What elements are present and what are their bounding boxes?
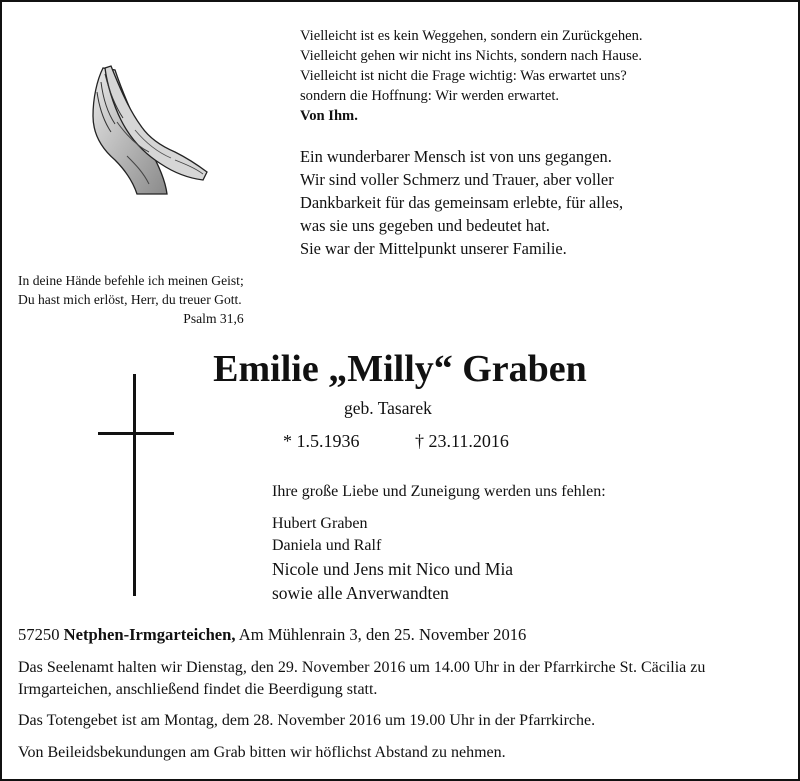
birth-date: * 1.5.1936 <box>283 431 360 451</box>
poem-intro <box>300 26 643 126</box>
tribute-line: Wir sind voller Schmerz und Trauer, aber voller <box>300 170 614 189</box>
psalm-line: In deine Hände befehle ich meinen Geist; <box>18 273 244 288</box>
praying-hands-icon <box>75 60 215 200</box>
death-date: † 23.11.2016 <box>415 431 509 451</box>
poem-line: Vielleicht gehen wir nicht ins Nichts, sondern nach Hause. <box>300 48 642 64</box>
maiden-name: geb. Tasarek <box>344 398 432 418</box>
tribute-line: Dankbarkeit für das gemeinsam erlebte, für alles, <box>300 193 624 212</box>
psalm-quote <box>18 271 244 328</box>
cross-icon <box>98 374 174 596</box>
mourner-name: Hubert Graben <box>272 515 368 532</box>
mourner-name: sowie alle Anverwandten <box>272 583 449 603</box>
mourner-name: Daniela und Ralf <box>272 537 382 554</box>
mourner-name: Nicole und Jens mit Nico und Mia <box>272 559 514 579</box>
psalm-line: Du hast mich erlöst, Herr, du treuer Gott. <box>18 292 242 307</box>
mourners-list <box>272 513 513 605</box>
requiem-notice: Das Seelenamt halten wir Dienstag, den 29. November 2016 um 14.00 Uhr in der Pfarrkirche St. Cäcilia zu Irmgarteichen, anschließend findet die Beerdigung statt. <box>18 659 706 698</box>
place-date-line <box>18 625 526 645</box>
mourners-intro: Ihre große Liebe und Zuneigung werden uns fehlen: <box>272 483 606 500</box>
poem-author: Von Ihm. <box>300 108 358 124</box>
address-date: Am Mühlenrain 3, den 25. November 2016 <box>238 625 527 644</box>
poem-line: Vielleicht ist nicht die Frage wichtig: Was erwartet uns? <box>300 68 627 84</box>
tribute-line: was sie uns gegeben und bedeutet hat. <box>300 216 550 235</box>
poem-line: Vielleicht ist es kein Weggehen, sondern ein Zurückgehen. <box>300 28 643 44</box>
tribute-text <box>300 145 623 260</box>
deceased-name: Emilie „Milly“ Graben <box>213 348 587 390</box>
prayer-notice: Das Totengebet ist am Montag, dem 28. November 2016 um 19.00 Uhr in der Pfarrkirche. <box>18 712 596 729</box>
town: Netphen-Irmgarteichen, <box>63 625 236 644</box>
tribute-line: Ein wunderbarer Mensch ist von uns gegangen. <box>300 147 612 166</box>
poem-line: sondern die Hoffnung: Wir werden erwartet. <box>300 88 560 104</box>
condolence-notice: Von Beileidsbekundungen am Grab bitten wir höflichst Abstand zu nehmen. <box>18 744 506 761</box>
tribute-line: Sie war der Mittelpunkt unserer Familie. <box>300 239 567 258</box>
postcode: 57250 <box>18 625 60 644</box>
life-dates <box>283 431 509 452</box>
psalm-reference: Psalm 31,6 <box>183 311 244 326</box>
